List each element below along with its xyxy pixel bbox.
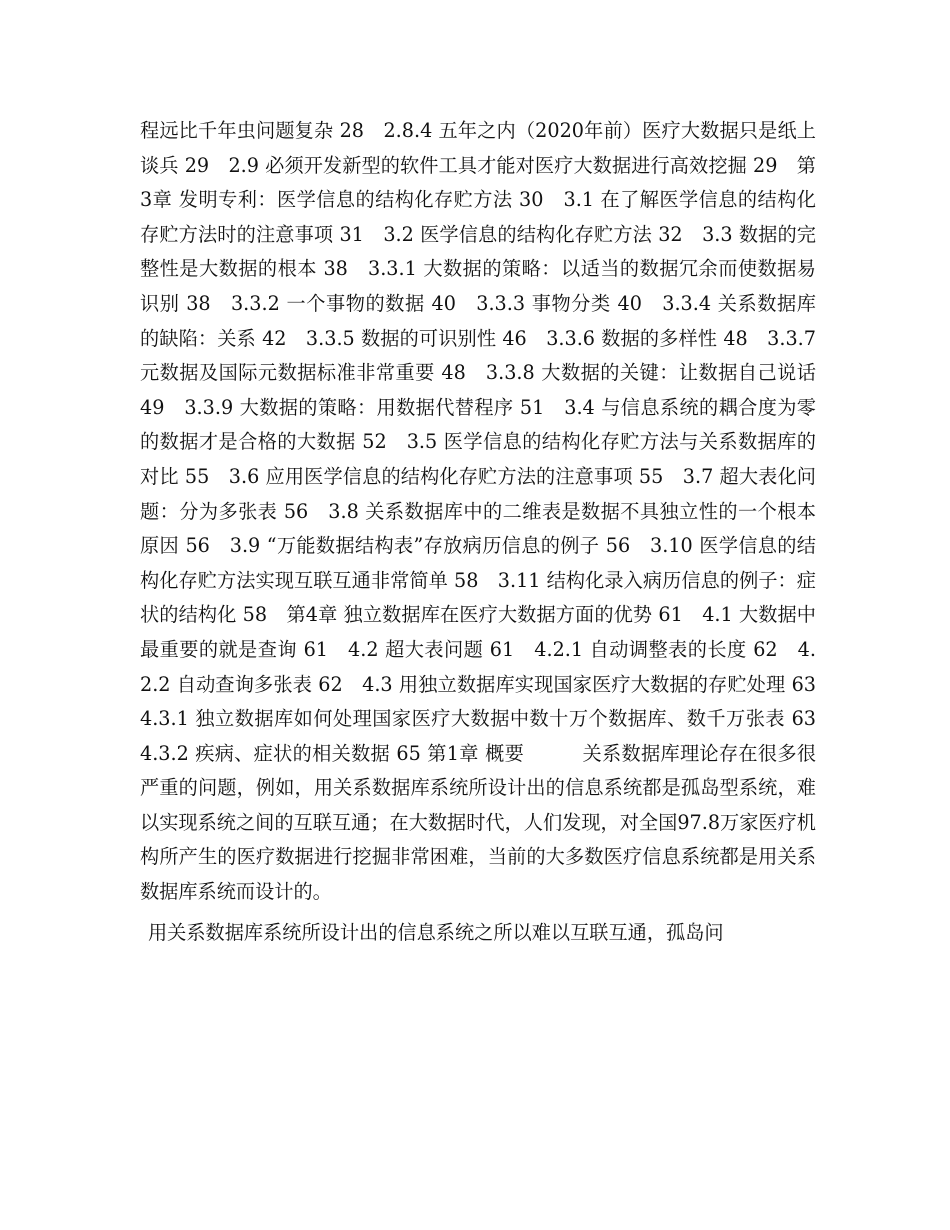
body-paragraph: 用关系数据库系统所设计出的信息系统之所以难以互联互通，孤岛问 [148, 920, 724, 944]
chapter-intro-paragraph: 关系数据库理论存在很多很严重的问题，例如，用关系数据库系统所设计出的信息系统都是孤岛型系统，难以实现系统之间的互联互通；在大数据时代，人们发现，对全国97.8万家医疗机构所产生的医疗数据进行挖掘非常困难，当前的大多数医疗信息系统都是用关系数据库系统而设计的。 [140, 741, 817, 904]
document-page [140, 114, 836, 950]
chapter-heading: 第1章 概要 [427, 741, 525, 765]
toc-paragraph: 程远比千年虫问题复杂 28 2.8.4 五年之内（2020年前）医疗大数据只是纸上谈兵 29 2.9 必须开发新型的软件工具才能对医疗大数据进行高效挖掘 29 第3章 发明专利：医学信息的结构化存贮方法 30 3.1 在了解医学信息的结构化存贮方法时的注意事项 31 3.2 医学信息的结构化存贮方法 32 3.3 数据的完整性是大数据的根本 38 3.3.1 大数据的策略：以适当的数据冗余而使数据易识别 38 3.3.2 一个事物的数据 40 3.3.3 事物分类 40 3.3.4 关系数据库的缺陷：关系 42 3.3.5 数据的可识别性 46 3.3.6 数据的多样性 48 3.3.7 元数据及国际元数据标准非常重要 48 3.3.8 大数据的关键：让数据自己说话 49 3.3.9 大数据的策略：用数据代替程序 51 3.4 与信息系统的耦合度为零的数据才是合格的大数据 52 3.5 医学信息的结构化存贮方法与关系数据库的对比 55 3.6 应用医学信息的结构化存贮方法的注意事项 55 3.7 超大表化问题：分为多张表 56 3.8 关系数据库中的二维表是数据不具独立性的一个根本原因 56 3.9 “万能数据结构表”存放病历信息的例子 56 3.10 医学信息的结构化存贮方法实现互联互通非常简单 58 3.11 结构化录入病历信息的例子：症状的结构化 58 第4章 独立数据库在医疗大数据方面的优势 61 4.1 大数据中最重要的就是查询 61 4.2 超大表问题 61 4.2.1 自动调整表的长度 62 4.2.2 自动查询多张表 62 4.3 用独立数据库实现国家医疗大数据的存贮处理 63 4.3.1 独立数据库如何处理国家医疗大数据中数十万个数据库、数千万张表 63 4.3.2 疾病、症状的相关数据 65 [140, 119, 836, 765]
table-of-contents-text [140, 114, 836, 910]
